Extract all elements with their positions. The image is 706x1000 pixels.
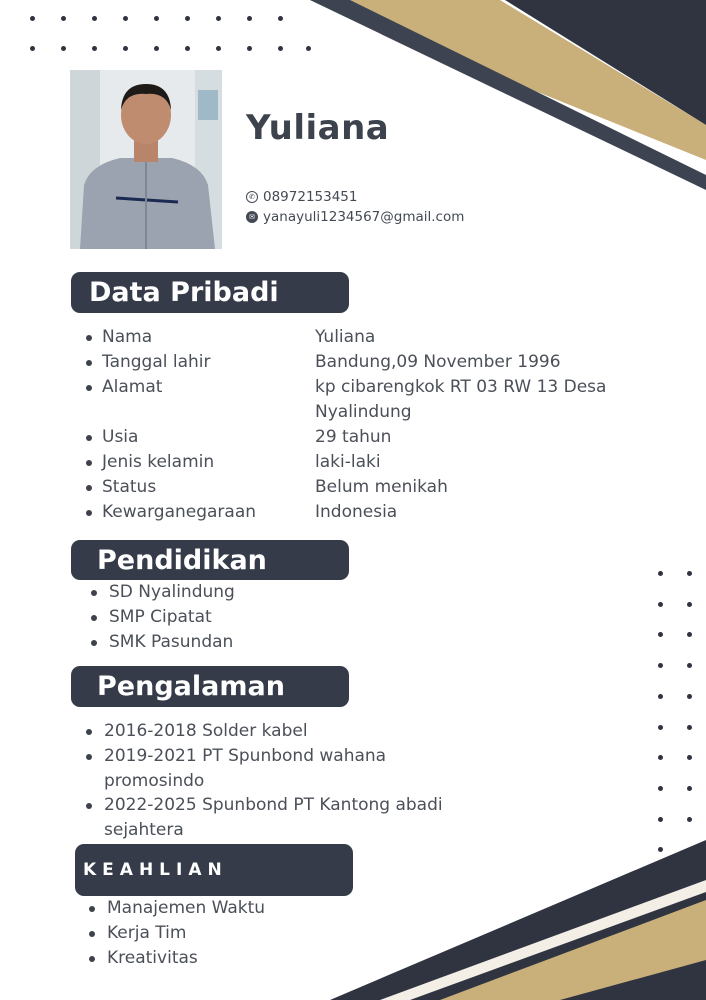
- phone-contact: [246, 189, 357, 205]
- profile-name: Yuliana: [246, 108, 390, 148]
- field-value: Yuliana: [315, 327, 376, 347]
- section-header-keahlian: [75, 844, 353, 896]
- section-title: Data Pribadi: [89, 277, 279, 308]
- section-title: Pengalaman: [97, 671, 285, 702]
- list-item: [86, 325, 646, 350]
- field-label: Jenis kelamin: [86, 450, 315, 475]
- personal-data-list: [86, 325, 646, 525]
- list-item: [86, 450, 646, 475]
- section-header-data-pribadi: [71, 272, 349, 313]
- field-value: Bandung,09 November 1996: [315, 352, 561, 372]
- section-title: Pendidikan: [97, 544, 267, 576]
- email-icon: ✉: [246, 211, 258, 223]
- list-item: Kreativitas: [89, 946, 265, 971]
- list-item: SMP Cipatat: [91, 605, 235, 630]
- field-value: kp cibarengkok RT 03 RW 13 Desa Nyalindung: [315, 377, 607, 422]
- list-item: 2022-2025 Spunbond PT Kantong abadi sejahtera: [86, 793, 456, 843]
- skills-list: [89, 896, 265, 970]
- list-item: [86, 425, 646, 450]
- field-value: Belum menikah: [315, 477, 448, 497]
- list-item: [86, 350, 646, 375]
- list-item: Kerja Tim: [89, 921, 265, 946]
- list-item: [86, 375, 646, 425]
- field-value: 29 tahun: [315, 427, 392, 447]
- field-value: laki-laki: [315, 452, 381, 472]
- field-value: Indonesia: [315, 502, 398, 522]
- field-label: Status: [86, 475, 315, 500]
- list-item: 2016-2018 Solder kabel: [86, 719, 456, 744]
- section-header-pengalaman: [71, 666, 349, 707]
- experience-list: [86, 719, 456, 843]
- field-label: Tanggal lahir: [86, 350, 315, 375]
- list-item: [86, 500, 646, 525]
- list-item: [86, 475, 646, 500]
- list-item: 2019-2021 PT Spunbond wahana promosindo: [86, 744, 456, 794]
- list-item: SD Nyalindung: [91, 580, 235, 605]
- list-item: SMK Pasundan: [91, 630, 235, 655]
- field-label: Kewarganegaraan: [86, 500, 315, 525]
- field-label: Nama: [86, 325, 315, 350]
- field-label: Alamat: [86, 375, 315, 425]
- phone-icon: ✆: [246, 191, 258, 203]
- email-contact: [246, 209, 464, 225]
- field-label: Usia: [86, 425, 315, 450]
- section-header-pendidikan: [71, 540, 349, 580]
- email-address: yanayuli1234567@gmail.com: [263, 209, 465, 225]
- list-item: Manajemen Waktu: [89, 896, 265, 921]
- profile-photo: [70, 70, 222, 249]
- phone-number: 08972153451: [263, 189, 358, 205]
- section-title: KEAHLIAN: [83, 860, 228, 880]
- education-list: [91, 580, 235, 654]
